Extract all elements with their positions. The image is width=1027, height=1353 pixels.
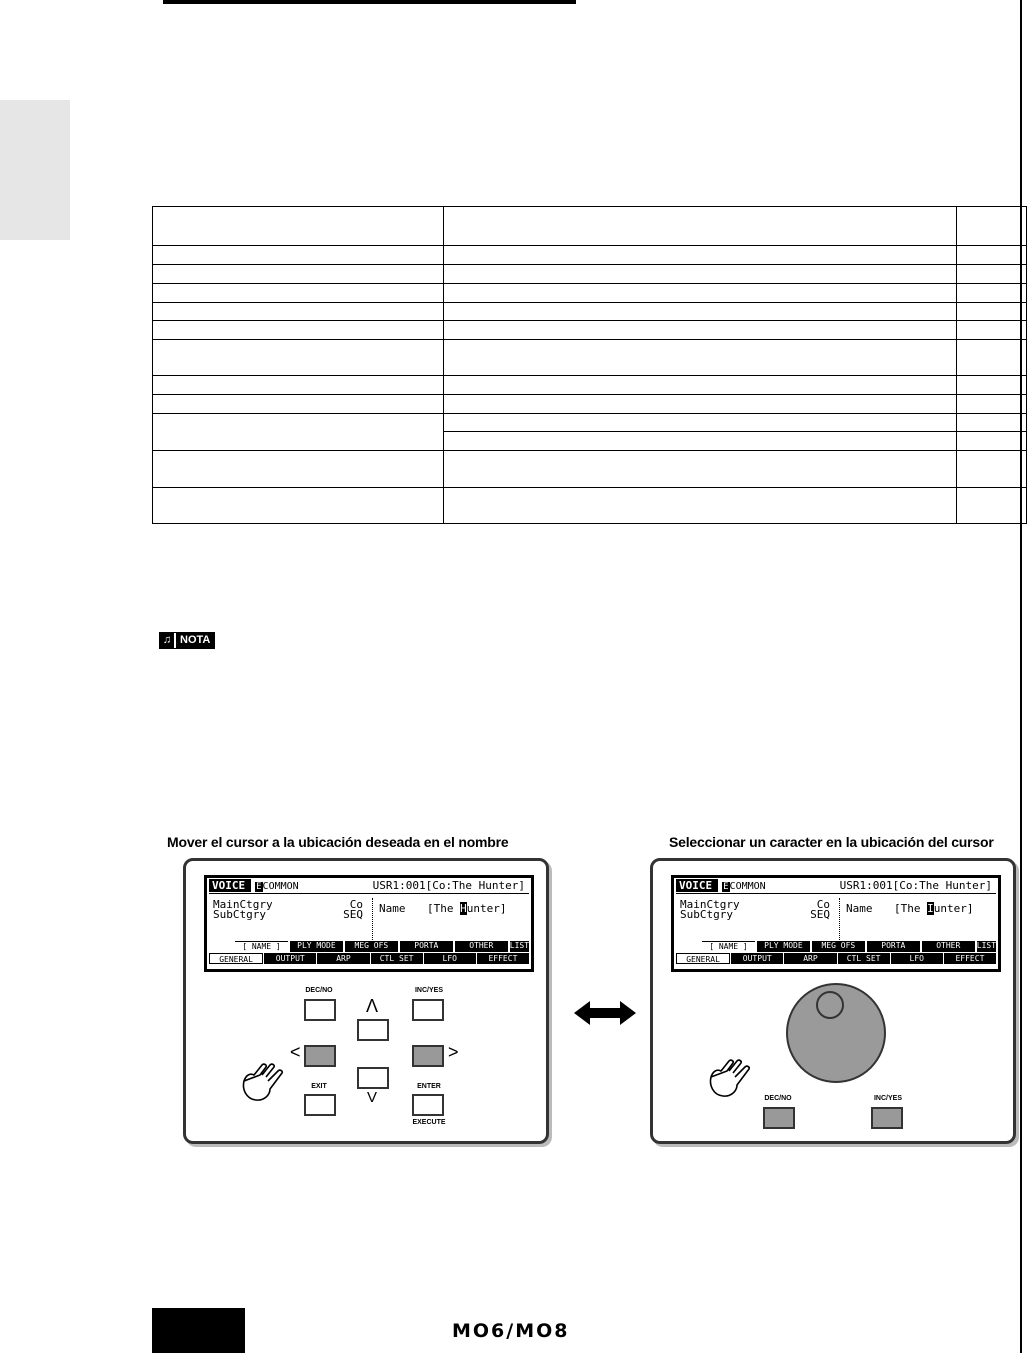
table-row — [153, 340, 1027, 376]
lcd-screen — [671, 875, 1001, 972]
lcd-dotted-divider — [839, 898, 840, 944]
table-cell — [444, 265, 957, 284]
table-cell — [153, 487, 444, 523]
lcd-header — [676, 879, 996, 892]
down-glyph: V — [367, 1089, 378, 1106]
lcd-subtab: [ NAME ] — [235, 941, 288, 952]
cursor-left-button — [304, 1045, 336, 1067]
dial-finger-grip — [816, 991, 844, 1019]
lcd-subtab: PORTA — [867, 941, 920, 952]
table-cell — [153, 395, 444, 414]
left-panel-illustration — [183, 858, 549, 1144]
table-row — [153, 376, 1027, 395]
table-cell — [444, 321, 957, 340]
table-cell — [153, 340, 444, 376]
table-cell — [957, 246, 1027, 265]
table-cell — [957, 283, 1027, 302]
lcd-divider — [209, 893, 529, 894]
table-cell — [957, 432, 1027, 451]
table-cell — [957, 302, 1027, 321]
lcd-name-before: [The — [894, 902, 928, 915]
lcd-sub-category — [680, 909, 830, 920]
lcd-name-before: [The — [427, 902, 461, 915]
left-glyph: < — [290, 1042, 301, 1062]
lcd-tab: GENERAL — [209, 953, 263, 964]
table-row — [153, 246, 1027, 265]
lcd-name-label: Name — [379, 902, 406, 915]
lcd-main-label: MainCtgry — [213, 898, 273, 911]
lcd-cursor: I — [927, 902, 934, 915]
lcd-section: COMMON — [262, 881, 299, 892]
cursor-up-button — [357, 1019, 389, 1041]
inc-yes-label: INC/YES — [873, 1095, 902, 1102]
lcd-main-value: Co — [349, 898, 363, 911]
inc-yes-button — [871, 1107, 903, 1129]
lcd-subtab: OTHER — [922, 941, 975, 952]
lcd-section: COMMON — [729, 881, 766, 892]
lcd-dotted-divider — [372, 898, 373, 944]
lcd-tab: ARP — [783, 953, 836, 964]
lcd-subtab: LIST — [509, 941, 530, 950]
lcd-name-label: Name — [846, 902, 873, 915]
dec-no-label: DEC/NO — [305, 987, 333, 994]
lcd-subtab: PORTA — [400, 941, 453, 952]
lcd-name-value — [894, 902, 974, 915]
table-cell — [444, 283, 957, 302]
table-cell — [153, 207, 444, 246]
lcd-main-label: MainCtgry — [680, 898, 740, 911]
up-glyph: Λ — [366, 996, 379, 1016]
table-cell — [444, 432, 957, 451]
table-cell — [153, 283, 444, 302]
table-cell — [957, 340, 1027, 376]
lcd-subtab: MEG OFS — [812, 941, 865, 952]
lcd-subtab: LIST — [976, 941, 997, 950]
nota-badge — [159, 632, 215, 649]
inc-yes-button — [412, 999, 444, 1021]
table-row — [153, 413, 1027, 432]
lcd-tab: EFFECT — [943, 953, 996, 964]
table-row — [153, 265, 1027, 284]
table-cell — [444, 487, 957, 523]
music-note-icon: ♫ — [160, 633, 174, 648]
lcd-main-tabs — [676, 953, 996, 964]
table-row — [153, 395, 1027, 414]
lcd-main-value: Co — [816, 898, 830, 911]
parameter-table — [152, 206, 1027, 524]
side-tab — [0, 100, 70, 240]
data-dial — [786, 983, 886, 1083]
enter-button — [412, 1094, 444, 1116]
lcd-location: USR1:001[Co:The Hunter] — [839, 879, 992, 892]
lcd-main-tabs — [209, 953, 529, 964]
table-row — [153, 321, 1027, 340]
table-cell — [444, 246, 957, 265]
right-panel-illustration — [650, 858, 1016, 1144]
lcd-header — [209, 879, 529, 892]
lcd-tab: CTL SET — [370, 953, 423, 964]
cursor-down-button — [357, 1067, 389, 1089]
table-cell — [444, 451, 957, 487]
lcd-e-mark: E — [723, 882, 729, 892]
table-row — [153, 302, 1027, 321]
table-cell — [153, 302, 444, 321]
lcd-subtab: PLY MODE — [757, 941, 810, 952]
table-cell — [957, 487, 1027, 523]
lcd-subtab: [ NAME ] — [702, 941, 755, 952]
table-row — [153, 487, 1027, 523]
table-cell — [153, 451, 444, 487]
lcd-subtab: PLY MODE — [290, 941, 343, 952]
double-arrow-icon — [574, 1001, 636, 1025]
table-cell — [153, 376, 444, 395]
top-rule — [163, 0, 576, 4]
table-row — [153, 283, 1027, 302]
lcd-divider — [676, 893, 996, 894]
table-cell — [444, 376, 957, 395]
pointing-hand-icon — [705, 1055, 751, 1099]
lcd-sub-label: SubCtgry — [680, 908, 733, 921]
table-row — [153, 451, 1027, 487]
exit-label: EXIT — [311, 1083, 327, 1090]
lcd-cursor: H — [460, 902, 467, 915]
lcd-subtab: OTHER — [455, 941, 508, 952]
table-cell — [153, 321, 444, 340]
left-figure-caption: Mover el cursor a la ubicación deseada en el nombre — [167, 834, 509, 850]
table-cell — [957, 207, 1027, 246]
inc-yes-label: INC/YES — [414, 987, 443, 994]
page-number-badge — [152, 1308, 245, 1353]
lcd-sub-label: SubCtgry — [213, 908, 266, 921]
table-cell — [957, 321, 1027, 340]
table-cell — [444, 207, 957, 246]
dec-no-button — [763, 1107, 795, 1129]
lcd-location: USR1:001[Co:The Hunter] — [372, 879, 525, 892]
lcd-mode: VOICE — [676, 879, 718, 892]
lcd-name-after: unter] — [466, 902, 507, 915]
pointing-hand-icon — [238, 1059, 284, 1103]
lcd-subtabs — [233, 941, 529, 952]
table-cell — [444, 302, 957, 321]
lcd-tab: LFO — [423, 953, 476, 964]
right-figure-caption: Seleccionar un caracter en la ubicación del cursor — [669, 834, 994, 850]
lcd-sub-value: SEQ — [810, 908, 830, 921]
right-margin-rule — [1020, 0, 1022, 1353]
table-cell — [153, 246, 444, 265]
lcd-e-mark: E — [256, 882, 262, 892]
dec-no-label: DEC/NO — [764, 1095, 792, 1102]
lcd-subtabs — [700, 941, 996, 952]
lcd-subtab: MEG OFS — [345, 941, 398, 952]
table-header-row — [153, 207, 1027, 246]
table-cell — [153, 413, 444, 450]
lcd-tab: ARP — [316, 953, 369, 964]
table-cell — [153, 265, 444, 284]
table-cell — [444, 413, 957, 432]
lcd-screen — [204, 875, 534, 972]
execute-label: EXECUTE — [412, 1119, 446, 1126]
table-cell — [444, 340, 957, 376]
table-cell — [957, 376, 1027, 395]
lcd-name-value — [427, 902, 507, 915]
nota-label: NOTA — [176, 633, 214, 648]
enter-label: ENTER — [417, 1083, 441, 1090]
lcd-tab: OUTPUT — [263, 953, 316, 964]
lcd-tab: OUTPUT — [730, 953, 783, 964]
exit-button — [304, 1094, 336, 1116]
lcd-tab: EFFECT — [476, 953, 529, 964]
cursor-right-button — [412, 1045, 444, 1067]
model-logo: MO6/MO8 — [452, 1320, 570, 1342]
right-glyph: > — [448, 1042, 459, 1062]
lcd-tab: GENERAL — [676, 953, 730, 964]
table-cell — [444, 395, 957, 414]
lcd-mode: VOICE — [209, 879, 251, 892]
lcd-tab: CTL SET — [837, 953, 890, 964]
table-cell — [957, 413, 1027, 432]
lcd-sub-category — [213, 909, 363, 920]
dec-no-button — [304, 999, 336, 1021]
table-cell — [957, 451, 1027, 487]
lcd-sub-value: SEQ — [343, 908, 363, 921]
lcd-tab: LFO — [890, 953, 943, 964]
table-cell — [957, 265, 1027, 284]
table-cell — [957, 395, 1027, 414]
lcd-name-after: unter] — [933, 902, 974, 915]
